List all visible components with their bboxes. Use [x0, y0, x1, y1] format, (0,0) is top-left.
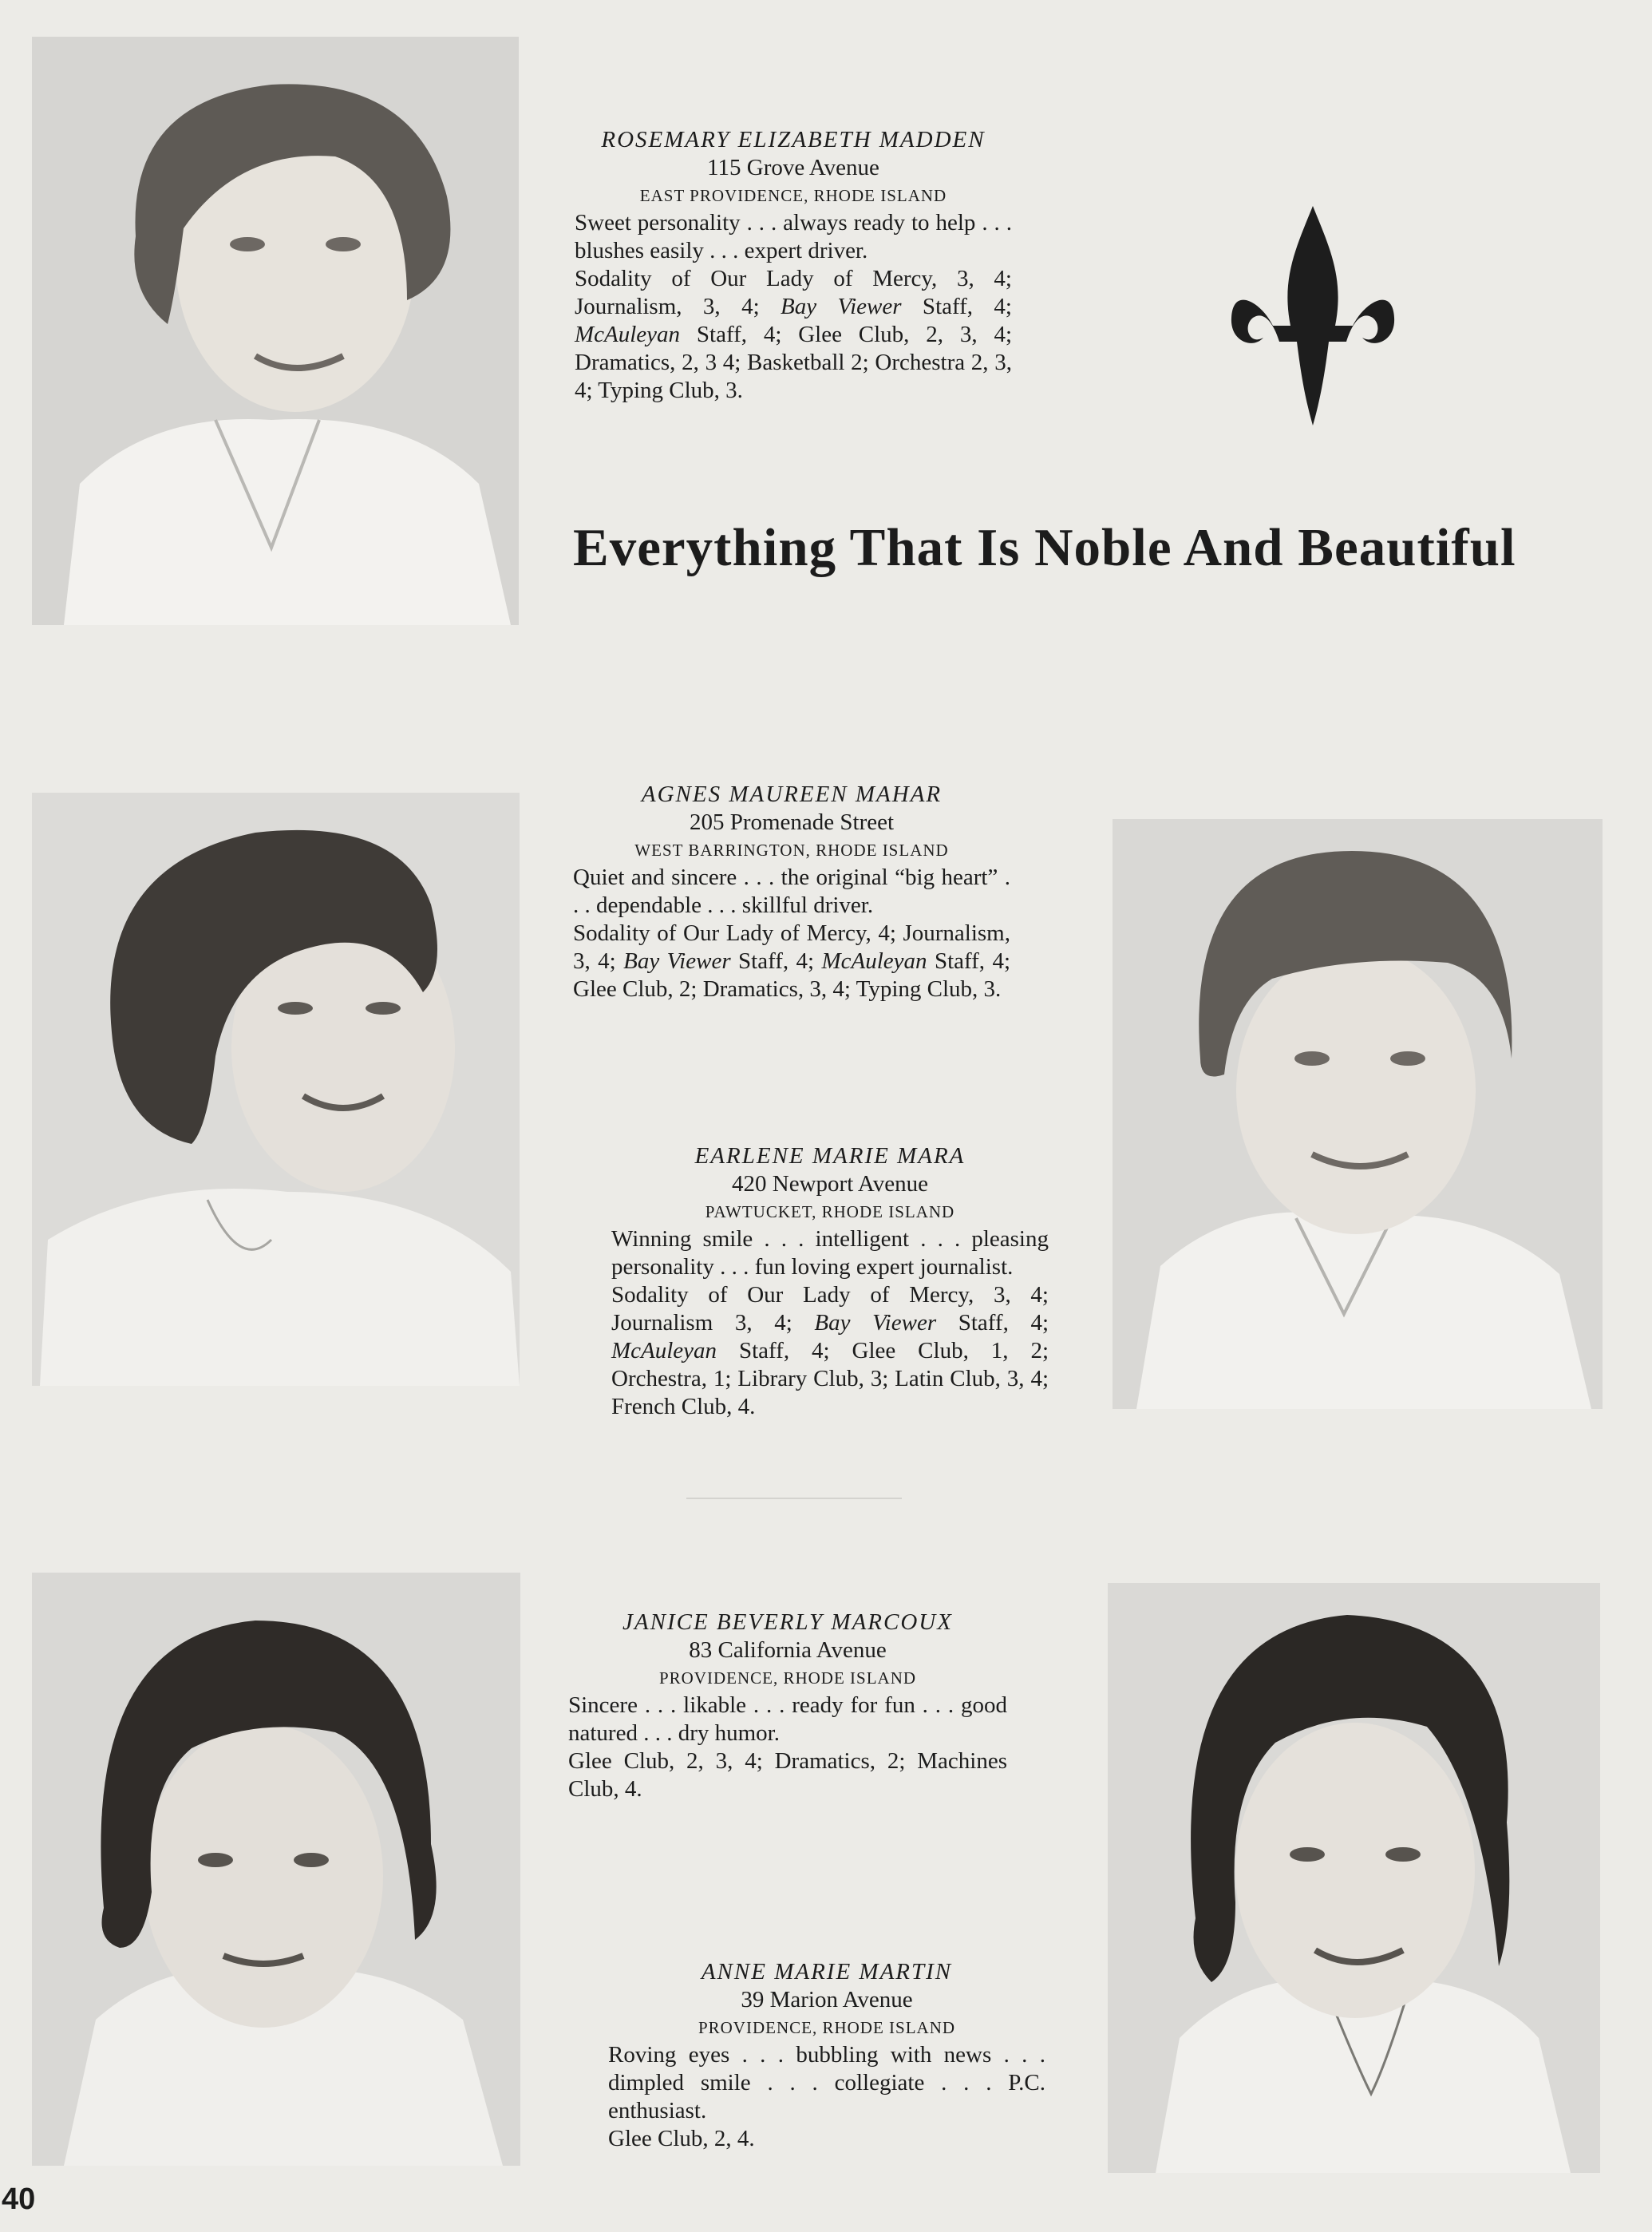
student-entry-marcoux	[568, 1609, 1007, 1803]
student-city: PROVIDENCE, RHODE ISLAND	[698, 2018, 956, 2037]
student-street: 205 Promenade Street	[689, 809, 895, 835]
student-city: WEST BARRINGTON, RHODE ISLAND	[634, 841, 949, 860]
student-city: EAST PROVIDENCE, RHODE ISLAND	[639, 186, 947, 205]
student-activities: Glee Club, 2, 4.	[608, 2126, 755, 2151]
student-activities: Sodality of Our Lady of Mercy, 3, 4; Journalism 3, 4; Bay Viewer Staff, 4; McAuleyan Staff, 4; Glee Club, 1, 2; Orchestra, 1; Library Club, 3; Latin Club, 3, 4; French Club, 4.	[611, 1282, 1049, 1419]
student-activities: Glee Club, 2, 3, 4; Dramatics, 2; Machines Club, 4.	[568, 1748, 1007, 1802]
portrait-photo-madden	[32, 37, 519, 625]
portrait-photo-martin	[1108, 1583, 1600, 2173]
student-street: 115 Grove Avenue	[707, 155, 879, 180]
student-city: PAWTUCKET, RHODE ISLAND	[705, 1202, 955, 1221]
student-bio: Quiet and sincere . . . the original “big heart” . . . dependable . . . skillful driver.	[573, 865, 1010, 918]
student-name: AGNES MAUREEN MAHAR	[641, 782, 943, 807]
student-name: JANICE BEVERLY MARCOUX	[622, 1609, 953, 1635]
student-bio: Winning smile . . . intelligent . . . pleasing personality . . . fun loving expert journalist.	[611, 1226, 1049, 1280]
student-name: ANNE MARIE MARTIN	[701, 1959, 953, 1985]
page-number: 40	[2, 2183, 36, 2216]
student-activities: Sodality of Our Lady of Mercy, 3, 4; Journalism, 3, 4; Bay Viewer Staff, 4; McAuleyan Staff, 4; Glee Club, 2, 3, 4; Dramatics, 2, 3 4; Basketball 2; Orchestra 2, 3, 4; Typing Club, 3.	[575, 266, 1012, 403]
student-name: ROSEMARY ELIZABETH MADDEN	[601, 127, 986, 152]
portrait-photo-mara	[1113, 819, 1603, 1409]
portrait-photo-mahar	[32, 793, 520, 1386]
student-bio: Roving eyes . . . bubbling with news . . . dimpled smile . . . collegiate . . . P.C. enthusiast.	[608, 2042, 1045, 2123]
student-activities: Sodality of Our Lady of Mercy, 4; Journalism, 3, 4; Bay Viewer Staff, 4; McAuleyan Staff, 4; Glee Club, 2; Dramatics, 3, 4; Typing Club, 3.	[573, 920, 1010, 1002]
student-street: 39 Marion Avenue	[741, 1987, 913, 2012]
student-entry-martin	[608, 1958, 1045, 2153]
page-title: Everything That Is Noble And Beautiful	[573, 518, 1516, 577]
student-street: 420 Newport Avenue	[732, 1171, 928, 1197]
student-entry-mara	[611, 1142, 1049, 1421]
student-bio: Sweet personality . . . always ready to help . . . blushes easily . . . expert driver.	[575, 210, 1012, 263]
student-entry-madden	[575, 126, 1012, 405]
student-street: 83 California Avenue	[689, 1637, 887, 1663]
student-entry-mahar	[573, 781, 1010, 1003]
student-bio: Sincere . . . likable . . . ready for fun . . . good natured . . . dry humor.	[568, 1692, 1007, 1746]
fleur-de-lis-icon	[1225, 206, 1401, 425]
student-name: EARLENE MARIE MARA	[694, 1143, 966, 1169]
divider-line	[686, 1498, 902, 1499]
portrait-photo-marcoux	[32, 1573, 520, 2166]
student-city: PROVIDENCE, RHODE ISLAND	[658, 1668, 917, 1688]
